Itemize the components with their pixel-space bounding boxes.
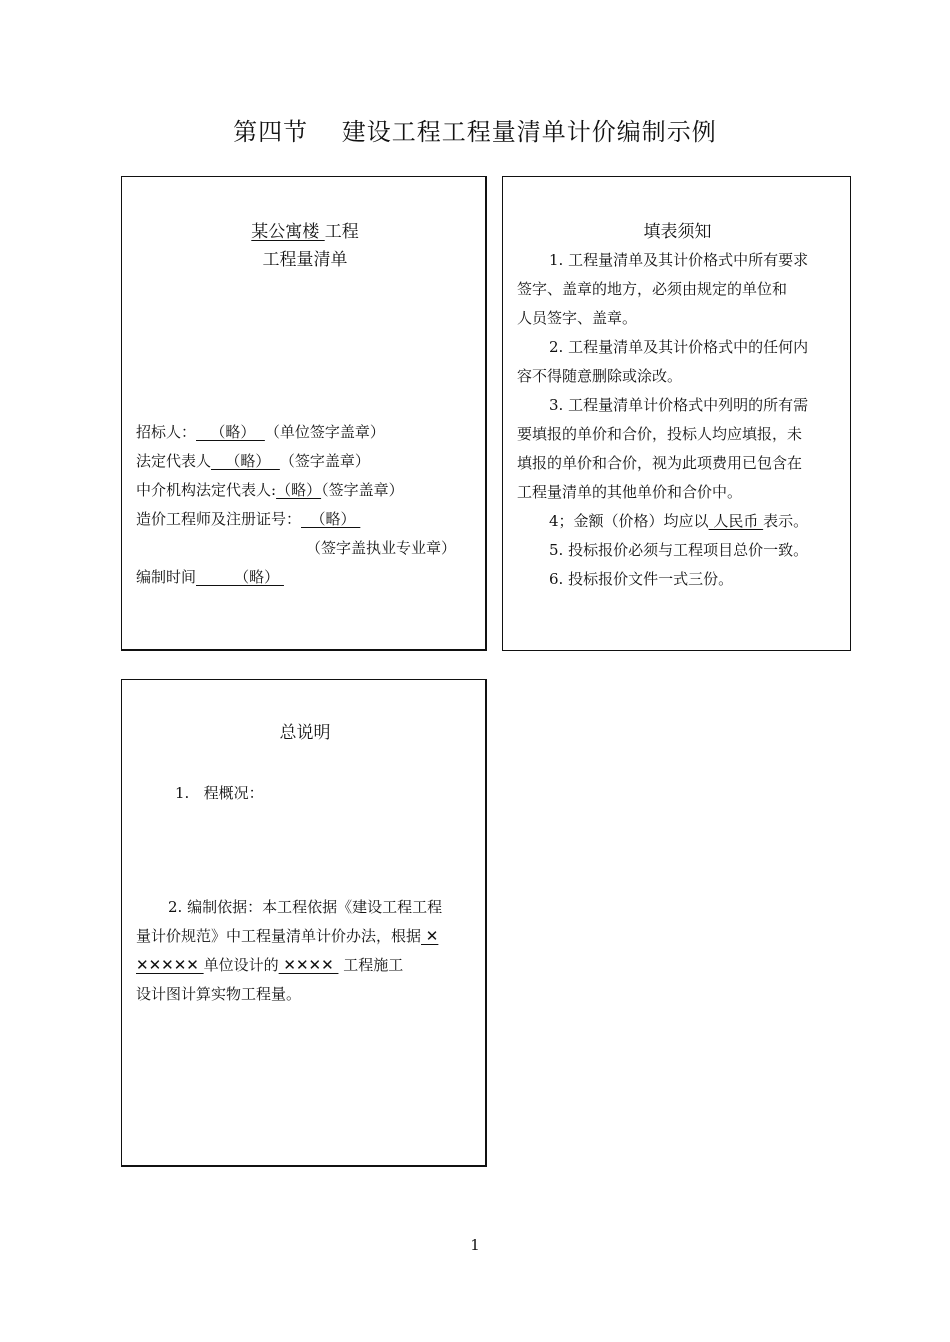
instruction-line: 工程量清单的其他单价和合价中。 [517,483,743,501]
date-row [136,566,284,587]
page-title: 第四节 建设工程工程量清单计价编制示例 [233,118,717,146]
general-panel [121,679,487,1167]
general-heading: 总说明 [279,723,331,743]
instruction-line: 1. 工程量清单及其计价格式中所有要求 [549,251,809,269]
date-value: （略） [196,568,284,586]
tenderer-note: （单位签字盖章） [264,423,385,441]
instructions-heading: 填表须知 [643,222,712,242]
cover-panel [121,176,487,651]
agency-note: （签字盖章） [321,481,404,499]
agency-value: （略） [276,481,322,499]
instruction-line: 2. 工程量清单及其计价格式中的任何内 [549,338,809,356]
project-title [122,217,488,242]
doc-title: 工程量清单 [262,250,348,270]
instruction-line: 容不得随意删除或涂改。 [517,367,683,385]
legal-rep-note: （签字盖章） [279,452,370,470]
instruction-item-6: 6. 投标报价文件一式三份。 [549,570,734,588]
item4-prefix: 4；金额（价格）均应以 [549,512,709,530]
instruction-line: 签字、盖章的地方，必须由规定的单位和 [517,280,788,298]
engineer-value: （略） [301,510,361,528]
general-line: 2. 编制依据：本工程依据《建设工程工程 [168,898,443,916]
line3-mark: ✕✕✕✕✕ [136,956,204,974]
legal-rep-label: 法定代表人 [136,452,212,470]
instruction-line: 人员签字、盖章。 [517,309,638,327]
instruction-item-5: 5. 投标报价必须与工程项目总价一致。 [549,541,809,559]
general-item-1: 1. 程概况： [175,784,264,802]
instructions-panel [502,176,851,651]
engineer-label: 造价工程师及注册证号： [136,510,302,528]
line3-mark2: ✕✕✕✕ [278,956,339,974]
item4-suffix: 表示。 [763,512,809,530]
general-line [136,925,438,946]
general-line: 设计图计算实物工程量。 [136,985,302,1003]
engineer-note: （签字盖执业专业章） [306,539,457,557]
instruction-line: 3. 工程量清单计价格式中列明的所有需 [549,396,809,414]
legal-rep-row [136,450,370,471]
general-line [136,954,403,975]
agency-label: 中介机构法定代表人: [136,481,277,499]
line2-mark: ✕ [421,927,439,945]
tenderer-label: 招标人： [136,423,197,441]
agency-row [136,479,404,500]
instruction-line: 填报的单价和合价，视为此项费用已包含在 [517,454,803,472]
project-name: 某公寓楼 [251,222,325,242]
date-label: 编制时间 [136,568,197,586]
line3-suffix: 工程施工 [338,956,404,974]
item4-currency: 人民币 [708,512,764,530]
line2-prefix: 量计价规范》中工程量清单计价办法，根据 [136,927,422,945]
instruction-item-4 [549,510,808,531]
tenderer-value: （略） [196,423,265,441]
page-number: 1 [470,1236,480,1254]
tenderer-row [136,421,385,442]
instruction-line: 要填报的单价和合价，投标人均应填报，未 [517,425,803,443]
line3-mid: 单位设计的 [203,956,279,974]
engineer-row [136,508,360,529]
project-suffix: 工程 [324,222,359,242]
legal-rep-value: （略） [211,452,280,470]
